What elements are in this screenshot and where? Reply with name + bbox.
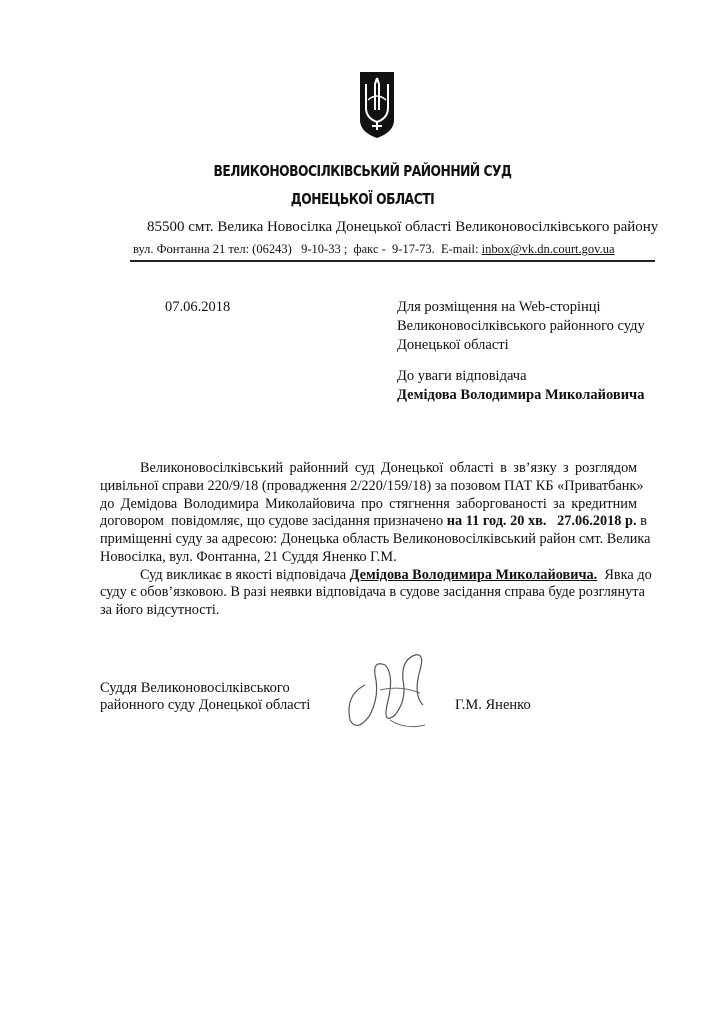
body-text: Явка до (597, 566, 652, 583)
recipient-name: Демідова Володимира Миколайовича (397, 387, 645, 403)
body-line (100, 477, 644, 496)
document-date: 07.06.2018 (165, 299, 231, 315)
contacts-text: вул. Фонтанна 21 тел: (06243) 9-10-33 ; факс - 9-17-73. E-mail: (133, 242, 482, 256)
signer-position-line2: районного суду Донецької області (100, 697, 311, 713)
recipient-line2: Великоновосілківського районного суду (397, 318, 645, 334)
body-text: Суд викликає в якості відповідача (140, 566, 350, 583)
body-line (100, 566, 652, 585)
body-text: договором повідомляє, що судове засідання призначено (100, 513, 447, 530)
recipient-attention: До уваги відповідача (397, 368, 527, 384)
body-text: цивільної справи 220/9/18 (провадження 2/220/159/18) за позовом ПАТ КБ «Приватбанк» (100, 477, 644, 494)
body-text: суду є обов’язковою. В разі неявки відповідача в судове засідання справа буде розглянута (100, 584, 646, 601)
body-line (100, 513, 647, 531)
handwritten-signature (325, 645, 440, 745)
header-divider (130, 260, 655, 262)
body-text: в (636, 513, 647, 530)
body-line (100, 531, 651, 549)
body-text: за його відсутності. (100, 602, 220, 618)
coat-of-arms-icon (358, 70, 396, 145)
body-line (100, 496, 637, 514)
body-text: до Демідова Володимира Миколайовича про стягнення заборгованості за кредитним (100, 495, 637, 512)
body-line (100, 584, 646, 602)
body-emphasis: Демідова Володимира Миколайовича. (349, 566, 598, 583)
court-contacts (133, 242, 615, 257)
body-line (100, 460, 637, 478)
recipient-line1: Для розміщення на Web-сторінці (397, 299, 601, 315)
body-text: Великоновосілківський районний суд Донецької області в зв’язку з розглядом (140, 460, 637, 476)
body-line (100, 549, 637, 567)
body-text: приміщенні суду за адресою: Донецька область Великоновосілківський район смт. Велика (100, 531, 651, 547)
judge-name: Г.М. Яненко (455, 697, 531, 713)
body-text: Новосілка, вул. Фонтанна, 21 Суддя Яненко Г.М. (100, 548, 397, 565)
court-name-line2: ДОНЕЦЬКОЇ ОБЛАСТІ (290, 190, 435, 208)
signer-position-line1: Суддя Великоновосілківського (100, 680, 290, 696)
court-address: 85500 смт. Велика Новосілка Донецької області Великоновосілківського району (147, 219, 659, 235)
body-line (100, 602, 637, 620)
court-name-line1: ВЕЛИКОНОВОСІЛКІВСЬКИЙ РАЙОННИЙ СУД (213, 162, 512, 180)
recipient-line3: Донецької області (397, 337, 509, 353)
email-link[interactable]: inbox@vk.dn.court.gov.ua (481, 242, 615, 256)
body-emphasis: на 11 год. 20 хв. 27.06.2018 р. (446, 513, 637, 530)
